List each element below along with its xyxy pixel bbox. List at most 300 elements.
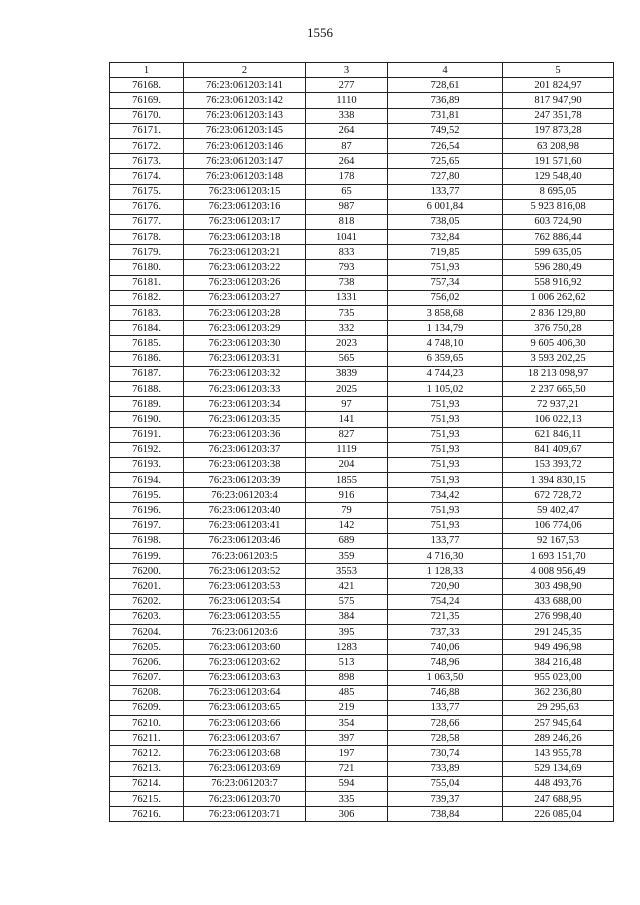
area-cell: 738: [306, 275, 388, 290]
rate-cell: 728,61: [388, 78, 503, 93]
row-number-cell: 76195.: [110, 488, 184, 503]
value-cell: 376 750,28: [503, 321, 614, 336]
area-cell: 898: [306, 670, 388, 685]
rate-cell: 721,35: [388, 609, 503, 624]
table-row: [110, 321, 614, 336]
cadastral-number-cell: 76:23:061203:143: [184, 108, 306, 123]
row-number-cell: 76190.: [110, 412, 184, 427]
row-number-cell: 76198.: [110, 533, 184, 548]
rate-cell: 738,84: [388, 807, 503, 822]
cadastral-number-cell: 76:23:061203:146: [184, 138, 306, 153]
area-cell: 1855: [306, 473, 388, 488]
cadastral-number-cell: 76:23:061203:40: [184, 503, 306, 518]
table-row: [110, 776, 614, 791]
cadastral-number-cell: 76:23:061203:68: [184, 746, 306, 761]
row-number-cell: 76179.: [110, 245, 184, 260]
table-row: [110, 503, 614, 518]
cadastral-number-cell: 76:23:061203:26: [184, 275, 306, 290]
cadastral-number-cell: 76:23:061203:18: [184, 230, 306, 245]
value-cell: 4 008 956,49: [503, 564, 614, 579]
table-row: [110, 655, 614, 670]
area-cell: 65: [306, 184, 388, 199]
rate-cell: 719,85: [388, 245, 503, 260]
area-cell: 87: [306, 138, 388, 153]
table-row: [110, 93, 614, 108]
rate-cell: 751,93: [388, 503, 503, 518]
value-cell: 1 693 151,70: [503, 549, 614, 564]
value-cell: 672 728,72: [503, 488, 614, 503]
area-cell: 1283: [306, 640, 388, 655]
cadastral-number-cell: 76:23:061203:29: [184, 321, 306, 336]
cadastral-number-cell: 76:23:061203:55: [184, 609, 306, 624]
rate-cell: 1 134,79: [388, 321, 503, 336]
rate-cell: 754,24: [388, 594, 503, 609]
value-cell: 433 688,00: [503, 594, 614, 609]
row-number-cell: 76212.: [110, 746, 184, 761]
table-row: [110, 457, 614, 472]
value-cell: 448 493,76: [503, 776, 614, 791]
cadastral-number-cell: 76:23:061203:32: [184, 366, 306, 381]
rate-cell: 751,93: [388, 427, 503, 442]
value-cell: 621 846,11: [503, 427, 614, 442]
area-cell: 987: [306, 199, 388, 214]
row-number-cell: 76194.: [110, 473, 184, 488]
area-cell: 197: [306, 746, 388, 761]
cadastral-number-cell: 76:23:061203:16: [184, 199, 306, 214]
row-number-cell: 76180.: [110, 260, 184, 275]
rate-cell: 730,74: [388, 746, 503, 761]
column-header: 1: [110, 63, 184, 78]
row-number-cell: 76183.: [110, 306, 184, 321]
value-cell: 8 695,05: [503, 184, 614, 199]
table-row: [110, 260, 614, 275]
table-row: [110, 549, 614, 564]
cadastral-number-cell: 76:23:061203:69: [184, 761, 306, 776]
area-cell: 142: [306, 518, 388, 533]
row-number-cell: 76176.: [110, 199, 184, 214]
area-cell: 2025: [306, 381, 388, 396]
row-number-cell: 76169.: [110, 93, 184, 108]
cadastral-number-cell: 76:23:061203:65: [184, 700, 306, 715]
row-number-cell: 76187.: [110, 366, 184, 381]
rate-cell: 720,90: [388, 579, 503, 594]
table-row: [110, 108, 614, 123]
value-cell: 18 213 098,97: [503, 366, 614, 381]
row-number-cell: 76181.: [110, 275, 184, 290]
area-cell: 721: [306, 761, 388, 776]
cadastral-number-cell: 76:23:061203:27: [184, 290, 306, 305]
value-cell: 949 496,98: [503, 640, 614, 655]
rate-cell: 732,84: [388, 230, 503, 245]
cadastral-number-cell: 76:23:061203:7: [184, 776, 306, 791]
cadastral-number-cell: 76:23:061203:22: [184, 260, 306, 275]
row-number-cell: 76177.: [110, 214, 184, 229]
rate-cell: 1 063,50: [388, 670, 503, 685]
row-number-cell: 76211.: [110, 731, 184, 746]
row-number-cell: 76216.: [110, 807, 184, 822]
rate-cell: 751,93: [388, 442, 503, 457]
rate-cell: 1 105,02: [388, 381, 503, 396]
area-cell: 818: [306, 214, 388, 229]
row-number-cell: 76202.: [110, 594, 184, 609]
area-cell: 79: [306, 503, 388, 518]
cadastral-number-cell: 76:23:061203:63: [184, 670, 306, 685]
rate-cell: 734,42: [388, 488, 503, 503]
value-cell: 226 085,04: [503, 807, 614, 822]
value-cell: 529 134,69: [503, 761, 614, 776]
area-cell: 219: [306, 700, 388, 715]
area-cell: 338: [306, 108, 388, 123]
cadastral-number-cell: 76:23:061203:148: [184, 169, 306, 184]
row-number-cell: 76174.: [110, 169, 184, 184]
value-cell: 291 245,35: [503, 624, 614, 639]
cadastral-number-cell: 76:23:061203:147: [184, 154, 306, 169]
rate-cell: 133,77: [388, 533, 503, 548]
rate-cell: 737,33: [388, 624, 503, 639]
row-number-cell: 76186.: [110, 351, 184, 366]
table-row: [110, 306, 614, 321]
area-cell: 178: [306, 169, 388, 184]
table-row: [110, 746, 614, 761]
table-row: [110, 290, 614, 305]
rate-cell: 756,02: [388, 290, 503, 305]
area-cell: 421: [306, 579, 388, 594]
area-cell: 335: [306, 792, 388, 807]
area-cell: 3553: [306, 564, 388, 579]
cadastral-number-cell: 76:23:061203:54: [184, 594, 306, 609]
table-row: [110, 154, 614, 169]
row-number-cell: 76197.: [110, 518, 184, 533]
rate-cell: 751,93: [388, 260, 503, 275]
table-row: [110, 412, 614, 427]
value-cell: 303 498,90: [503, 579, 614, 594]
area-cell: 485: [306, 685, 388, 700]
value-cell: 29 295,63: [503, 700, 614, 715]
rate-cell: 1 128,33: [388, 564, 503, 579]
area-cell: 395: [306, 624, 388, 639]
column-header: 4: [388, 63, 503, 78]
value-cell: 59 402,47: [503, 503, 614, 518]
row-number-cell: 76206.: [110, 655, 184, 670]
area-cell: 3839: [306, 366, 388, 381]
rate-cell: 736,89: [388, 93, 503, 108]
row-number-cell: 76184.: [110, 321, 184, 336]
area-cell: 735: [306, 306, 388, 321]
area-cell: 594: [306, 776, 388, 791]
cadastral-number-cell: 76:23:061203:53: [184, 579, 306, 594]
cadastral-number-cell: 76:23:061203:62: [184, 655, 306, 670]
value-cell: 2 237 665,50: [503, 381, 614, 396]
cadastral-number-cell: 76:23:061203:67: [184, 731, 306, 746]
rate-cell: 740,06: [388, 640, 503, 655]
value-cell: 92 167,53: [503, 533, 614, 548]
table-row: [110, 245, 614, 260]
value-cell: 247 351,78: [503, 108, 614, 123]
value-cell: 72 937,21: [503, 397, 614, 412]
rate-cell: 4 744,23: [388, 366, 503, 381]
value-cell: 247 688,95: [503, 792, 614, 807]
value-cell: 1 394 830,15: [503, 473, 614, 488]
column-header: 5: [503, 63, 614, 78]
area-cell: 1331: [306, 290, 388, 305]
table-row: [110, 351, 614, 366]
rate-cell: 751,93: [388, 412, 503, 427]
value-cell: 289 246,26: [503, 731, 614, 746]
row-number-cell: 76182.: [110, 290, 184, 305]
row-number-cell: 76173.: [110, 154, 184, 169]
row-number-cell: 76188.: [110, 381, 184, 396]
table-row: [110, 564, 614, 579]
area-cell: 264: [306, 123, 388, 138]
table-row: [110, 716, 614, 731]
row-number-cell: 76171.: [110, 123, 184, 138]
table-row: [110, 275, 614, 290]
rate-cell: 738,05: [388, 214, 503, 229]
area-cell: 384: [306, 609, 388, 624]
table-row: [110, 594, 614, 609]
cadastral-number-cell: 76:23:061203:21: [184, 245, 306, 260]
value-cell: 3 593 202,25: [503, 351, 614, 366]
table-row: [110, 518, 614, 533]
cadastral-number-cell: 76:23:061203:37: [184, 442, 306, 457]
rate-cell: 757,34: [388, 275, 503, 290]
cadastral-number-cell: 76:23:061203:60: [184, 640, 306, 655]
value-cell: 63 208,98: [503, 138, 614, 153]
value-cell: 276 998,40: [503, 609, 614, 624]
value-cell: 599 635,05: [503, 245, 614, 260]
area-cell: 793: [306, 260, 388, 275]
area-cell: 2023: [306, 336, 388, 351]
rate-cell: 728,58: [388, 731, 503, 746]
value-cell: 955 023,00: [503, 670, 614, 685]
row-number-cell: 76215.: [110, 792, 184, 807]
cadastral-number-cell: 76:23:061203:71: [184, 807, 306, 822]
cadastral-number-cell: 76:23:061203:28: [184, 306, 306, 321]
row-number-cell: 76192.: [110, 442, 184, 457]
row-number-cell: 76205.: [110, 640, 184, 655]
table-row: [110, 488, 614, 503]
row-number-cell: 76175.: [110, 184, 184, 199]
cadastral-number-cell: 76:23:061203:33: [184, 381, 306, 396]
area-cell: 575: [306, 594, 388, 609]
table-row: [110, 731, 614, 746]
table-row: [110, 807, 614, 822]
row-number-cell: 76210.: [110, 716, 184, 731]
row-number-cell: 76191.: [110, 427, 184, 442]
area-cell: 264: [306, 154, 388, 169]
table-row: [110, 230, 614, 245]
row-number-cell: 76196.: [110, 503, 184, 518]
rate-cell: 6 359,65: [388, 351, 503, 366]
rate-cell: 727,80: [388, 169, 503, 184]
cadastral-number-cell: 76:23:061203:4: [184, 488, 306, 503]
rate-cell: 133,77: [388, 700, 503, 715]
cadastral-number-cell: 76:23:061203:66: [184, 716, 306, 731]
table-row: [110, 199, 614, 214]
area-cell: 513: [306, 655, 388, 670]
area-cell: 97: [306, 397, 388, 412]
value-cell: 817 947,90: [503, 93, 614, 108]
cadastral-number-cell: 76:23:061203:64: [184, 685, 306, 700]
table-row: [110, 336, 614, 351]
value-cell: 201 824,97: [503, 78, 614, 93]
column-header: 2: [184, 63, 306, 78]
table-row: [110, 442, 614, 457]
table-header-row: [110, 63, 614, 78]
table-row: [110, 169, 614, 184]
table-row: [110, 640, 614, 655]
rate-cell: 751,93: [388, 397, 503, 412]
table-row: [110, 214, 614, 229]
cadastral-number-cell: 76:23:061203:6: [184, 624, 306, 639]
area-cell: 141: [306, 412, 388, 427]
row-number-cell: 76203.: [110, 609, 184, 624]
cadastral-number-cell: 76:23:061203:46: [184, 533, 306, 548]
table-row: [110, 138, 614, 153]
cadastral-number-cell: 76:23:061203:31: [184, 351, 306, 366]
value-cell: 762 886,44: [503, 230, 614, 245]
cadastral-number-cell: 76:23:061203:30: [184, 336, 306, 351]
table-row: [110, 609, 614, 624]
table-row: [110, 685, 614, 700]
value-cell: 9 605 406,30: [503, 336, 614, 351]
table-body: [110, 78, 614, 822]
row-number-cell: 76200.: [110, 564, 184, 579]
data-table: [109, 62, 614, 822]
cadastral-number-cell: 76:23:061203:52: [184, 564, 306, 579]
table-row: [110, 670, 614, 685]
row-number-cell: 76201.: [110, 579, 184, 594]
value-cell: 362 236,80: [503, 685, 614, 700]
area-cell: 916: [306, 488, 388, 503]
table-row: [110, 624, 614, 639]
rate-cell: 749,52: [388, 123, 503, 138]
rate-cell: 726,54: [388, 138, 503, 153]
value-cell: 129 548,40: [503, 169, 614, 184]
rate-cell: 728,66: [388, 716, 503, 731]
value-cell: 596 280,49: [503, 260, 614, 275]
row-number-cell: 76189.: [110, 397, 184, 412]
area-cell: 565: [306, 351, 388, 366]
rate-cell: 755,04: [388, 776, 503, 791]
cadastral-number-cell: 76:23:061203:141: [184, 78, 306, 93]
row-number-cell: 76209.: [110, 700, 184, 715]
table-row: [110, 184, 614, 199]
table-row: [110, 533, 614, 548]
row-number-cell: 76214.: [110, 776, 184, 791]
table-row: [110, 427, 614, 442]
rate-cell: 731,81: [388, 108, 503, 123]
value-cell: 143 955,78: [503, 746, 614, 761]
row-number-cell: 76193.: [110, 457, 184, 472]
rate-cell: 746,88: [388, 685, 503, 700]
cadastral-number-cell: 76:23:061203:34: [184, 397, 306, 412]
value-cell: 558 916,92: [503, 275, 614, 290]
rate-cell: 725,65: [388, 154, 503, 169]
cadastral-number-cell: 76:23:061203:142: [184, 93, 306, 108]
row-number-cell: 76208.: [110, 685, 184, 700]
value-cell: 384 216,48: [503, 655, 614, 670]
cadastral-number-cell: 76:23:061203:70: [184, 792, 306, 807]
table-row: [110, 700, 614, 715]
value-cell: 1 006 262,62: [503, 290, 614, 305]
area-cell: 827: [306, 427, 388, 442]
rate-cell: 748,96: [388, 655, 503, 670]
area-cell: 1119: [306, 442, 388, 457]
table-row: [110, 761, 614, 776]
area-cell: 359: [306, 549, 388, 564]
cadastral-number-cell: 76:23:061203:145: [184, 123, 306, 138]
rate-cell: 4 716,30: [388, 549, 503, 564]
value-cell: 197 873,28: [503, 123, 614, 138]
value-cell: 841 409,67: [503, 442, 614, 457]
rate-cell: 751,93: [388, 457, 503, 472]
row-number-cell: 76213.: [110, 761, 184, 776]
rate-cell: 739,37: [388, 792, 503, 807]
area-cell: 204: [306, 457, 388, 472]
area-cell: 833: [306, 245, 388, 260]
area-cell: 397: [306, 731, 388, 746]
cadastral-number-cell: 76:23:061203:17: [184, 214, 306, 229]
table-row: [110, 366, 614, 381]
rate-cell: 6 001,84: [388, 199, 503, 214]
value-cell: 257 945,64: [503, 716, 614, 731]
column-header: 3: [306, 63, 388, 78]
rate-cell: 4 748,10: [388, 336, 503, 351]
cadastral-number-cell: 76:23:061203:15: [184, 184, 306, 199]
value-cell: 106 774,06: [503, 518, 614, 533]
area-cell: 1041: [306, 230, 388, 245]
row-number-cell: 76172.: [110, 138, 184, 153]
row-number-cell: 76185.: [110, 336, 184, 351]
row-number-cell: 76207.: [110, 670, 184, 685]
table-row: [110, 473, 614, 488]
rate-cell: 751,93: [388, 518, 503, 533]
area-cell: 306: [306, 807, 388, 822]
area-cell: 354: [306, 716, 388, 731]
rate-cell: 751,93: [388, 473, 503, 488]
table-row: [110, 78, 614, 93]
value-cell: 603 724,90: [503, 214, 614, 229]
row-number-cell: 76204.: [110, 624, 184, 639]
area-cell: 1110: [306, 93, 388, 108]
table-row: [110, 579, 614, 594]
value-cell: 2 836 129,80: [503, 306, 614, 321]
table-row: [110, 123, 614, 138]
value-cell: 106 022,13: [503, 412, 614, 427]
table-row: [110, 397, 614, 412]
cadastral-number-cell: 76:23:061203:39: [184, 473, 306, 488]
rate-cell: 3 858,68: [388, 306, 503, 321]
cadastral-number-cell: 76:23:061203:38: [184, 457, 306, 472]
area-cell: 277: [306, 78, 388, 93]
table-row: [110, 792, 614, 807]
row-number-cell: 76170.: [110, 108, 184, 123]
cadastral-number-cell: 76:23:061203:36: [184, 427, 306, 442]
area-cell: 332: [306, 321, 388, 336]
row-number-cell: 76178.: [110, 230, 184, 245]
rate-cell: 733,89: [388, 761, 503, 776]
cadastral-number-cell: 76:23:061203:41: [184, 518, 306, 533]
cadastral-number-cell: 76:23:061203:5: [184, 549, 306, 564]
value-cell: 153 393,72: [503, 457, 614, 472]
row-number-cell: 76168.: [110, 78, 184, 93]
cadastral-number-cell: 76:23:061203:35: [184, 412, 306, 427]
table-row: [110, 381, 614, 396]
area-cell: 689: [306, 533, 388, 548]
row-number-cell: 76199.: [110, 549, 184, 564]
page-number: 1556: [307, 25, 333, 40]
